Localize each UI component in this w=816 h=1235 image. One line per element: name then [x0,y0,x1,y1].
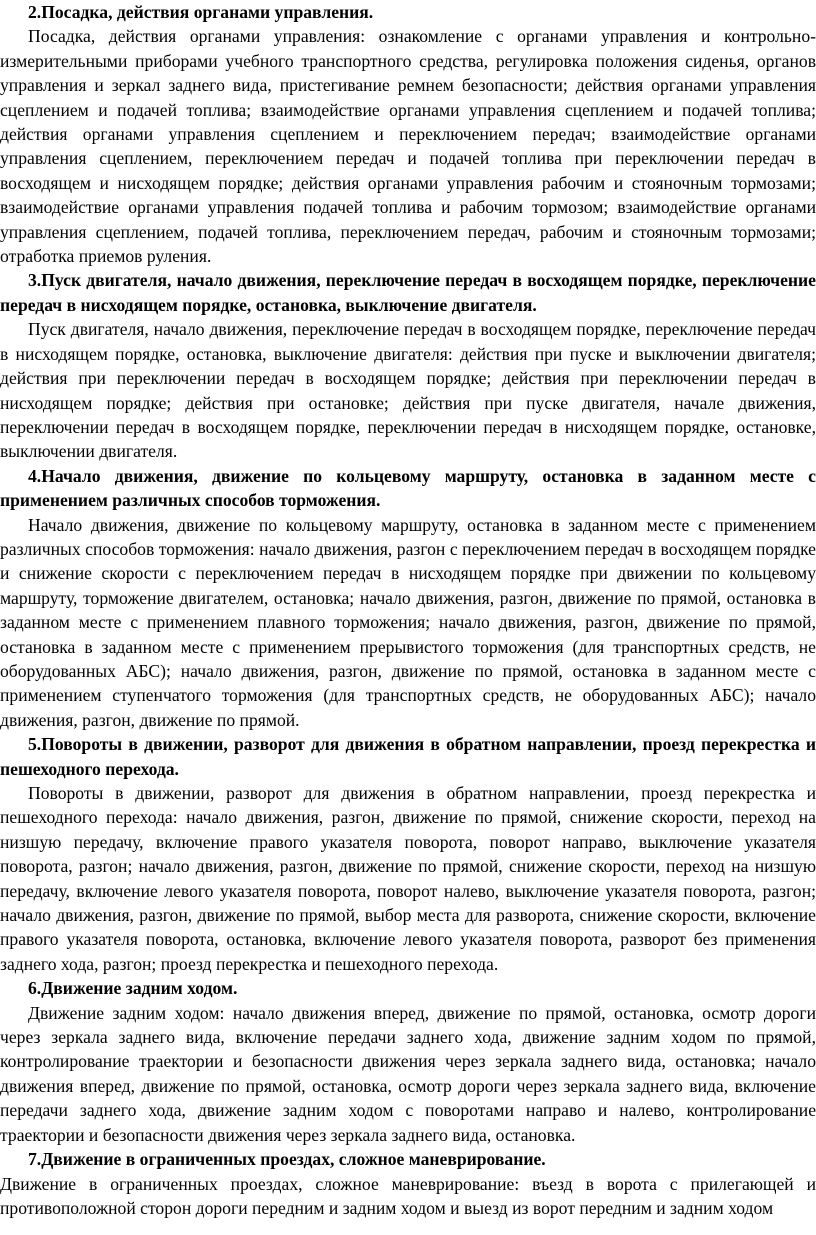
section-4-heading: 4.Начало движения, движение по кольцевому маршруту, остановка в заданном месте с применением различных способов торможения. [0,465,816,511]
section-5-body: Повороты в движении, разворот для движения в обратном направлении, проезд перекрестка и пешеходного перехода: начало движения, разгон, движение по прямой, снижение скорости, переход на низшую передачу, включение правого указателя поворота, поворот направо, выключение указателя поворота, разгон; начало движения, разгон, движение по прямой, снижение скорости, переход на низшую передачу, включение левого указателя поворота, поворот налево, выключение указателя поворота, разгон; начало движения, разгон, движение по прямой, выбор места для разворота, снижение скорости, включение правого указателя поворота, остановка, включение левого указателя поворота, разворот без применения заднего хода, разгон; проезд перекрестка и пешеходного перехода. [0,783,816,974]
section-7-body: Движение в ограниченных проездах, сложное маневрирование: въезд в ворота с прилегающей и противоположной сторон дороги передним и задним ходом и выезд из ворот передним и задним ходом [0,1173,816,1218]
section-6-heading: 6.Движение задним ходом. [28,978,238,999]
section-2-heading: 2.Посадка, действия органами управления. [28,2,374,22]
section-4-body: Начало движения, движение по кольцевому маршруту, остановка в заданном месте с применением различных способов торможения: начало движения, разгон с переключением передач в восходящем порядке и снижение скорости с переключением передач в нисходящем порядке при движении по кольцевому маршруту, торможение двигателем, остановка; начало движения, разгон, движение по прямой, остановка в заданном месте с применением плавного торможения; начало движения, разгон, движение по прямой, остановка в заданном месте с применением прерывистого торможения (для транспортных средств, не оборудованных АБС); начало движения, разгон, движение по прямой, остановка в заданном месте с применением ступенчатого торможения (для транспортных средств, не оборудованных АБС); начало движения, разгон, движение по прямой. [0,514,816,730]
section-3-body: Пуск двигателя, начало движения, переключение передач в восходящем порядке, переключение передач в нисходящем порядке, остановка, выключение двигателя: действия при пуске и выключении двигателя; действия при переключении передач в восходящем порядке; действия при переключении передач в нисходящем порядке; действия при остановке; действия при пуске двигателя, начале движения, переключении передач в восходящем порядке, переключении передач в нисходящем порядке, остановке, выключении двигателя. [0,319,816,462]
section-3-heading: 3.Пуск двигателя, начало движения, переключение передач в восходящем порядке, переключение передач в нисходящем порядке, остановка, выключение двигателя. [0,270,816,315]
section-2-body: Посадка, действия органами управления: ознакомление с органами управления и контрольно-измерительными приборами учебного транспортного средства, регулировка положения сиденья, органов управления и зеркал заднего вида, пристегивание ремнем безопасности; действия органами управления сцеплением и подачей топлива; взаимодействие органами управления сцеплением и подачей топлива; действия органами управления сцеплением и переключением передач; взаимодействие органами управления сцеплением, переключением передач и подачей топлива при переключении передач в восходящем и нисходящем порядке; действия органами управления рабочим и стояночным тормозами; взаимодействие органами управления подачей топлива и рабочим тормозом; взаимодействие органами управления сцеплением, подачей топлива, переключением передач, рабочим и стояночным тормозами; отработка приемов руления. [0,26,816,267]
section-5-heading: 5.Повороты в движении, разворот для движения в обратном направлении, проезд перекрестка и пешеходного перехода. [0,734,816,779]
section-6-body: Движение задним ходом: начало движения вперед, движение по прямой, остановка, осмотр дороги через зеркала заднего вида, включение передачи заднего хода, движение задним ходом по прямой, контролирование траектории и безопасности движения через зеркала заднего вида, остановка; начало движения вперед, движение по прямой, остановка, осмотр дороги через зеркала заднего вида, включение передачи заднего хода, движение задним ходом с поворотами направо и налево, контролирование траектории и безопасности движения через зеркала заднего вида, остановка. [0,1002,816,1145]
section-7-heading: 7.Движение в ограниченных проездах, сложное маневрирование. [28,1149,546,1170]
